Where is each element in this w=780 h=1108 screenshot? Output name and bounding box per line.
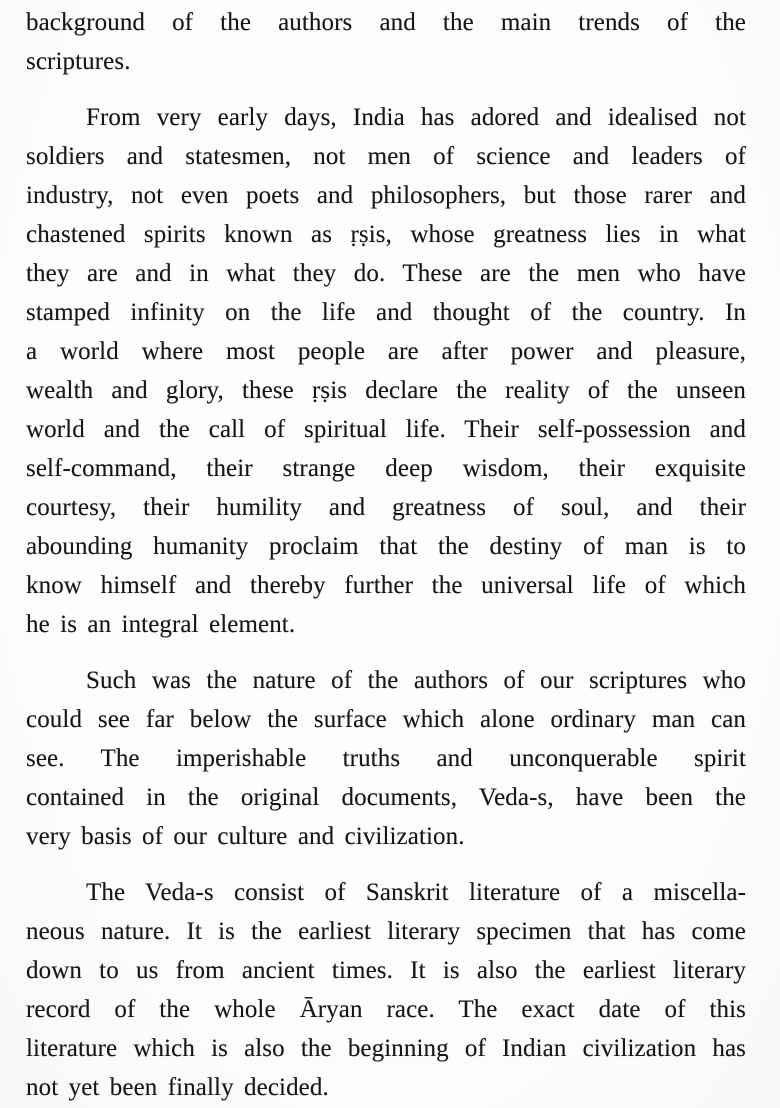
- text-line: self-command, their strange deep wisdom, their exquisite: [26, 455, 746, 482]
- text-line: down to us from ancient times. It is also the earliest literary: [26, 957, 746, 984]
- text-line: neous nature. It is the earliest literary specimen that has come: [26, 918, 746, 945]
- text-line: Such was the nature of the authors of our scriptures who: [86, 667, 746, 694]
- text-line: The Veda-s consist of Sanskrit literature of a miscella-: [86, 879, 746, 906]
- page-text: [26, 3, 746, 1107]
- paragraph: [26, 661, 746, 856]
- paragraph: [26, 873, 746, 1107]
- text-line: scriptures.: [26, 48, 131, 75]
- text-line: world and the call of spiritual life. Their self-possession and: [26, 416, 746, 443]
- text-line: contained in the original documents, Veda-s, have been the: [26, 784, 746, 811]
- text-line: courtesy, their humility and greatness of soul, and their: [26, 494, 746, 521]
- text-line: not yet been finally decided.: [26, 1074, 329, 1101]
- text-line: background of the authors and the main trends of the: [26, 9, 746, 36]
- text-line: see. The imperishable truths and unconquerable spirit: [26, 745, 746, 772]
- text-line: he is an integral element.: [26, 611, 296, 638]
- text-line: soldiers and statesmen, not men of science and leaders of: [26, 143, 746, 170]
- text-line: record of the whole Āryan race. The exact date of this: [26, 996, 746, 1023]
- text-line: could see far below the surface which alone ordinary man can: [26, 706, 746, 733]
- text-line: chastened spirits known as ṛṣis, whose greatness lies in what: [26, 221, 746, 248]
- text-line: From very early days, India has adored and idealised not: [86, 104, 746, 131]
- text-line: know himself and thereby further the universal life of which: [26, 572, 746, 599]
- text-line: wealth and glory, these ṛṣis declare the reality of the unseen: [26, 377, 746, 404]
- text-line: literature which is also the beginning of Indian civilization has: [26, 1035, 746, 1062]
- paragraph: [26, 98, 746, 644]
- text-line: industry, not even poets and philosophers, but those rarer and: [26, 182, 746, 209]
- text-line: very basis of our culture and civilization.: [26, 823, 465, 850]
- text-line: a world where most people are after power and pleasure,: [26, 338, 746, 365]
- text-line: they are and in what they do. These are the men who have: [26, 260, 746, 287]
- text-line: stamped infinity on the life and thought of the country. In: [26, 299, 746, 326]
- paragraph: [26, 3, 746, 81]
- text-line: abounding humanity proclaim that the destiny of man is to: [26, 533, 746, 560]
